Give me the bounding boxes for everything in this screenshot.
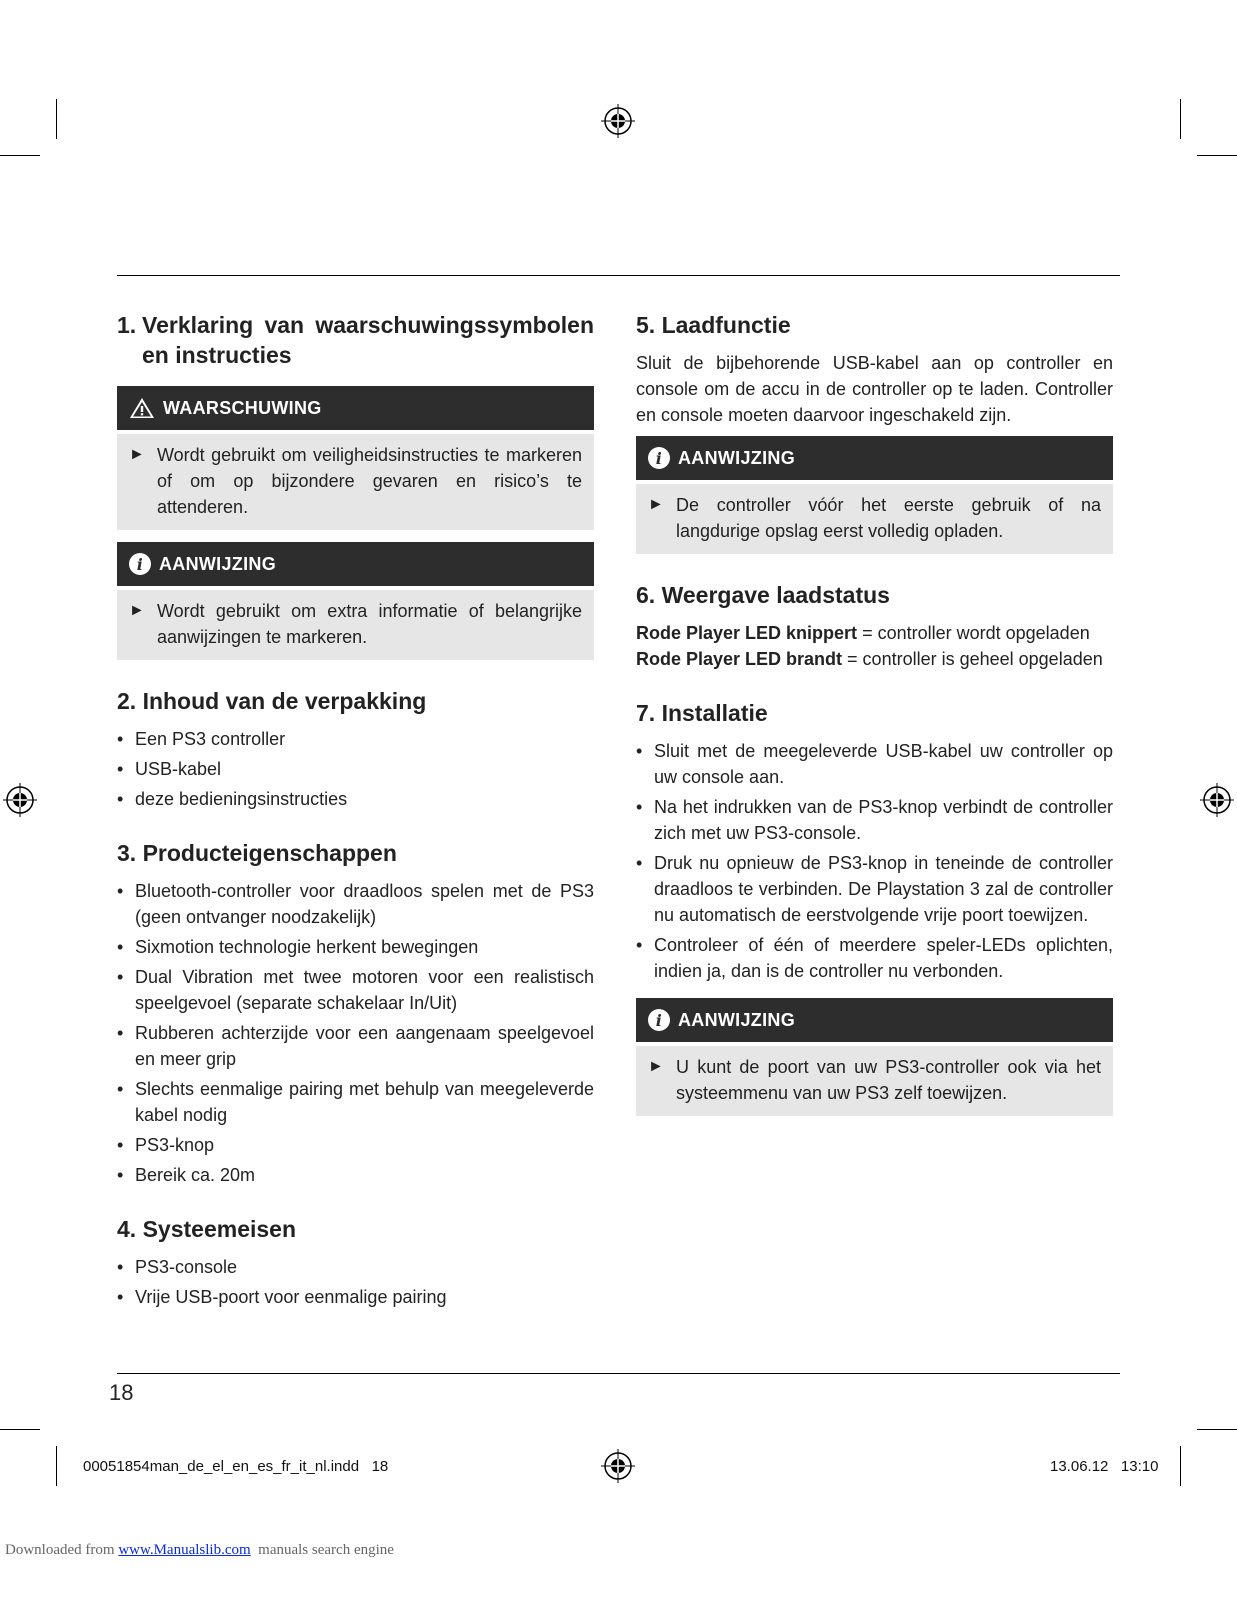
- list-item: • Na het indrukken van de PS3-knop verbindt de controller zich met uw PS3-console.: [636, 797, 1113, 843]
- registration-mark-icon: [601, 1449, 635, 1483]
- note-box-header: [636, 436, 1113, 480]
- section-4: [117, 1214, 594, 1310]
- crop-mark: [1180, 99, 1181, 139]
- list-item: • deze bedieningsinstructies: [117, 789, 348, 809]
- charging-text: Sluit de bijbehorende USB-kabel aan op controller en console om de accu in de controller op te laden. Controller en console moeten daarvoor ingeschakeld zijn.: [636, 353, 1113, 425]
- section-6-title: 6. Weergave laadstatus: [636, 582, 890, 608]
- note-label: AANWIJZING: [159, 553, 276, 574]
- crop-mark: [1197, 1429, 1237, 1430]
- registration-mark-icon: [3, 783, 37, 817]
- warning-box-body: [117, 434, 594, 530]
- list-item: • Sixmotion technologie herkent bewegingen: [117, 937, 479, 957]
- top-rule: [117, 275, 1120, 276]
- note-label: AANWIJZING: [678, 447, 795, 468]
- note-box-header: [117, 542, 594, 586]
- crop-mark: [0, 1429, 40, 1430]
- section-1-title: 1. Verklaring van waarschuwingssymbolen en instructies: [117, 312, 594, 368]
- registration-mark-icon: [1200, 783, 1234, 817]
- section-4-title: 4. Systeemeisen: [117, 1216, 297, 1242]
- list-item: • PS3-console: [117, 1257, 238, 1277]
- bottom-rule: [117, 1373, 1120, 1374]
- list-item: • USB-kabel: [117, 759, 222, 779]
- section-2-title: 2. Inhoud van de verpakking: [117, 688, 427, 714]
- list-item: • Controleer of één of meerdere speler-LEDs oplichten, indien ja, dan is de controller nu verbonden.: [636, 935, 1113, 981]
- print-file-name: 00051854man_de_el_en_es_fr_it_nl.indd 18: [83, 1458, 389, 1475]
- section-2: [117, 686, 594, 812]
- page-number: 18: [109, 1380, 134, 1405]
- registration-mark-icon: [601, 104, 635, 138]
- led-status-line-1: Rode Player LED knippert = controller wordt opgeladen: [636, 623, 1090, 643]
- note-text: De controller vóór het eerste gebruik of na langdurige opslag eerst volledig opladen.: [676, 495, 1101, 541]
- list-item: • Sluit met de meegeleverde USB-kabel uw controller op uw console aan.: [636, 741, 1113, 787]
- manualslib-link[interactable]: www.Manualslib.com: [118, 1542, 251, 1558]
- warning-text: Wordt gebruikt om veiligheidsinstructies te markeren of om op bijzondere gevaren en risico’s te attenderen.: [157, 445, 582, 517]
- note-box-body: [117, 590, 594, 660]
- package-contents-list: [117, 726, 594, 812]
- crop-mark: [1180, 1446, 1181, 1486]
- crop-mark: [56, 1446, 57, 1486]
- info-icon: i: [648, 447, 670, 469]
- info-icon: i: [129, 553, 151, 575]
- note-box-body: [636, 484, 1113, 554]
- note-label: AANWIJZING: [678, 1009, 795, 1030]
- note-text: U kunt de poort van uw PS3-controller ook via het systeemmenu van uw PS3 zelf toewijzen.: [676, 1057, 1101, 1103]
- section-5-title: 5. Laadfunctie: [636, 312, 791, 338]
- right-column: [636, 310, 1113, 1142]
- list-item: • Bereik ca. 20m: [117, 1165, 256, 1185]
- info-icon: i: [648, 1009, 670, 1031]
- crop-mark: [0, 155, 40, 156]
- note-text: Wordt gebruikt om extra informatie of belangrijke aanwijzingen te markeren.: [157, 601, 582, 647]
- list-item: • Slechts eenmalige pairing met behulp van meegeleverde kabel nodig: [117, 1079, 594, 1125]
- warning-label: WAARSCHUWING: [163, 397, 322, 418]
- arrow-icon: ►: [648, 496, 664, 513]
- installation-list: [636, 738, 1113, 984]
- arrow-icon: ►: [648, 1058, 664, 1075]
- arrow-icon: ►: [129, 602, 145, 619]
- system-requirements-list: [117, 1254, 594, 1310]
- section-3: [117, 838, 594, 1188]
- section-5: [636, 310, 1113, 554]
- warning-box-header: [117, 386, 594, 430]
- list-item: • Vrije USB-poort voor eenmalige pairing: [117, 1287, 447, 1307]
- crop-mark: [1197, 155, 1237, 156]
- note-box-header: [636, 998, 1113, 1042]
- left-column: [117, 310, 594, 1336]
- section-6: [636, 580, 1113, 672]
- note-box-body: [636, 1046, 1113, 1116]
- section-7-title: 7. Installatie: [636, 700, 768, 726]
- list-item: • Een PS3 controller: [117, 729, 286, 749]
- list-item: • PS3-knop: [117, 1135, 215, 1155]
- print-date: 13.06.12 13:10: [1050, 1458, 1159, 1475]
- list-item: • Druk nu opnieuw de PS3-knop in teneinde de controller draadloos te verbinden. De Playstation 3 zal de controller nu automatisch de eerstvolgende vrije poort toewijzen.: [636, 853, 1113, 925]
- arrow-icon: ►: [129, 446, 145, 463]
- list-item: • Rubberen achterzijde voor een aangenaam speelgevoel en meer grip: [117, 1023, 594, 1069]
- warning-triangle-icon: [129, 397, 155, 419]
- crop-mark: [56, 99, 57, 139]
- section-1: [117, 310, 594, 660]
- download-source-line: Downloaded from www.Manualslib.com manuals search engine: [5, 1542, 394, 1558]
- led-status-line-2: Rode Player LED brandt = controller is geheel opgeladen: [636, 649, 1103, 669]
- list-item: • Bluetooth-controller voor draadloos spelen met de PS3 (geen ontvanger noodzakelijk): [117, 881, 594, 927]
- list-item: • Dual Vibration met twee motoren voor een realistisch speelgevoel (separate schakelaar In/Uit): [117, 967, 594, 1013]
- section-7: [636, 698, 1113, 1116]
- features-list: [117, 878, 594, 1188]
- section-3-title: 3. Producteigenschappen: [117, 840, 397, 866]
